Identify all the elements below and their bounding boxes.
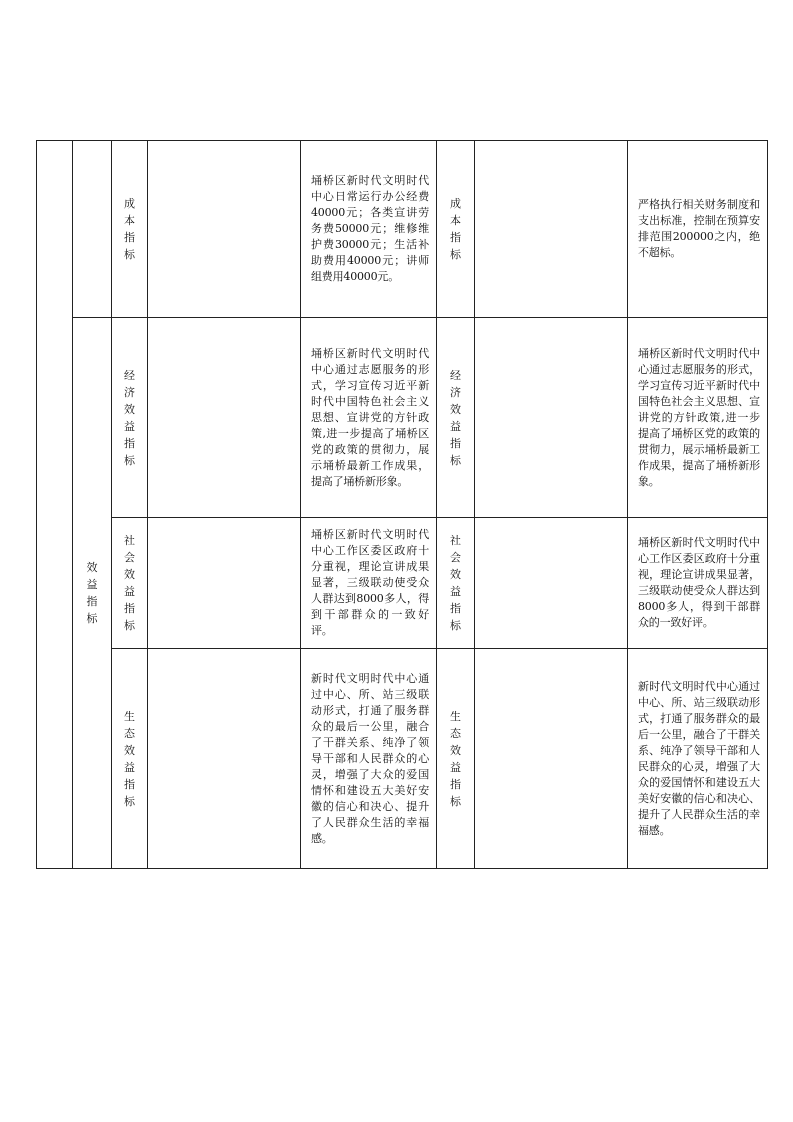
indicator-name-cell — [112, 318, 148, 518]
table-row — [37, 141, 768, 318]
indicator-name-cell — [112, 141, 148, 318]
evaluation-text: 严格执行相关财务制度和支出标准，控制在预算安排范围200000之内，绝不超标。 — [638, 198, 760, 259]
actual-value-cell — [475, 318, 628, 518]
planned-value-cell — [301, 518, 437, 649]
indicator-name-repeat-cell — [437, 318, 475, 518]
indicator-name-repeat: 生态效益指标 — [450, 709, 461, 808]
evaluation-cell — [628, 518, 768, 649]
indicator-name-repeat: 社会效益指标 — [450, 534, 461, 632]
effect-group-cell — [73, 318, 112, 869]
indicator-name-repeat: 成本指标 — [450, 197, 461, 261]
indicator-name-repeat-cell — [437, 518, 475, 649]
evaluation-cell — [628, 649, 768, 869]
indicator-name-cell — [112, 649, 148, 869]
evaluation-text: 新时代文明时代中心通过中心、所、站三级联动形式，打通了服务群众的最后一公里，融合了干群关系、纯净了领导干部和人民群众的心灵，增强了大众的爱国情怀和建设五大美好安徽的信心和决心、提升了人民群众生活的幸福感。 — [638, 679, 760, 837]
planned-value-text: 埇桥区新时代文明时代中心通过志愿服务的形式，学习宣传习近平新时代中国特色社会主义思想、宣讲党的方针政策,进一步提高了埇桥区党的政策的贯彻力，展示埇桥最新工作成果，提高了埇桥新形象。 — [311, 346, 429, 488]
indicator-name: 生态效益指标 — [124, 709, 135, 808]
blank-cell — [148, 318, 301, 518]
indicator-name-cell — [112, 518, 148, 649]
effect-group-label: 效益指标 — [86, 561, 98, 625]
blank-category-cell — [73, 141, 112, 318]
actual-value-cell — [475, 518, 628, 649]
indicator-name-repeat: 经济效益指标 — [450, 368, 461, 467]
performance-indicator-table — [36, 140, 768, 869]
actual-value-cell — [475, 649, 628, 869]
blank-cell — [148, 141, 301, 318]
planned-value-text: 新时代文明时代中心通过中心、所、站三级联动形式，打通了服务群众的最后一公里，融合了干群关系、纯净了领导干部和人民群众的心灵，增强了大众的爱国情怀和建设五大美好安徽的信心和决心、提升了人民群众生活的幸福感。 — [311, 671, 429, 845]
planned-value-text: 埇桥区新时代文明时代中心工作区委区政府十分重视，理论宣讲成果显著，三级联动使受众人群达到8000多人，得到干部群众的一致好评。 — [311, 528, 429, 637]
indicator-name: 经济效益指标 — [124, 368, 135, 467]
planned-value-cell — [301, 649, 437, 869]
evaluation-text: 埇桥区新时代文明时代中心通过志愿服务的形式，学习宣传习近平新时代中国特色社会主义思想、宣讲党的方针政策,进一步提高了埇桥区党的政策的贯彻力，展示埇桥最新工作成果，提高了埇桥新形象。 — [638, 346, 760, 488]
evaluation-cell — [628, 318, 768, 518]
blank-cell — [148, 649, 301, 869]
planned-value-text: 埇桥区新时代文明时代中心日常运行办公经费40000元；各类宣讲劳务费50000元；维修维护费30000元；生活补助费用40000元；讲师组费用40000元。 — [311, 174, 429, 283]
evaluation-text: 埇桥区新时代文明时代中心工作区委区政府十分重视，理论宣讲成果显著，三级联动使受众人群达到8000多人，得到干部群众的一致好评。 — [638, 536, 760, 629]
indicator-name-repeat-cell — [437, 141, 475, 318]
indicator-name: 社会效益指标 — [124, 534, 135, 632]
table-row — [37, 649, 768, 869]
blank-cell — [148, 518, 301, 649]
blank-first-column-cell — [37, 141, 73, 869]
indicator-name: 成本指标 — [124, 197, 135, 261]
planned-value-cell — [301, 318, 437, 518]
planned-value-cell — [301, 141, 437, 318]
table-row — [37, 518, 768, 649]
table-row — [37, 318, 768, 518]
evaluation-cell — [628, 141, 768, 318]
actual-value-cell — [475, 141, 628, 318]
indicator-name-repeat-cell — [437, 649, 475, 869]
